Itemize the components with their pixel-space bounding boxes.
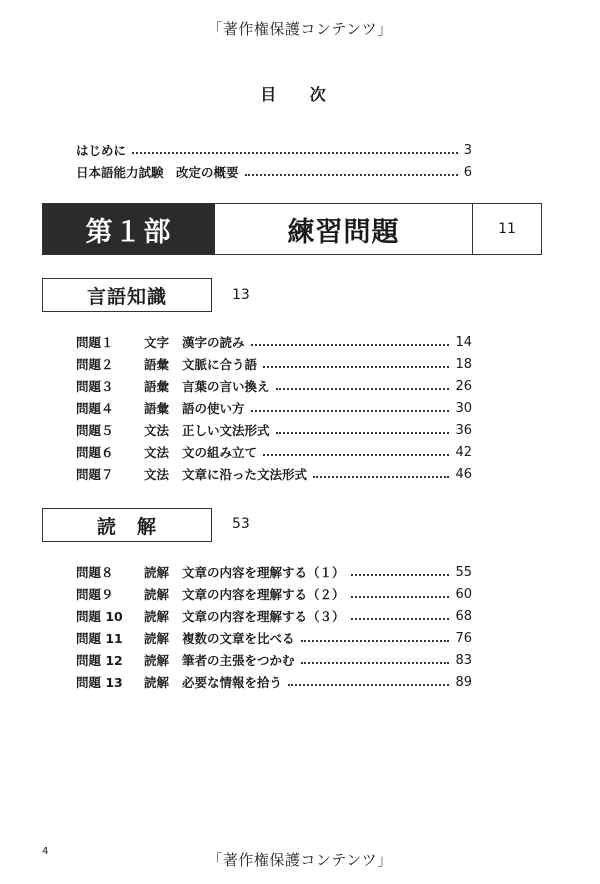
problem-category: 文法 [144, 467, 170, 482]
toc-page: 3 [463, 143, 472, 158]
toc-page: 68 [455, 609, 472, 624]
toc-row[interactable] [76, 422, 472, 440]
problem-title: 語の使い方 [182, 401, 245, 416]
problem-title: 文脈に合う語 [182, 357, 258, 372]
problem-category: 読解 [144, 587, 170, 602]
leader-dots [301, 662, 450, 664]
problem-title: 正しい文法形式 [182, 423, 270, 438]
section-header-reading[interactable]: 読 解 [42, 508, 212, 542]
leader-dots [276, 388, 450, 390]
toc-row[interactable] [76, 630, 472, 648]
problem-number: 問題４ [76, 401, 114, 416]
toc-row[interactable] [76, 334, 472, 352]
toc-page: 55 [455, 565, 472, 580]
problem-number: 問題 10 [76, 609, 123, 624]
toc-page: 89 [455, 675, 472, 690]
page-number: 4 [42, 846, 49, 857]
toc-row[interactable] [76, 608, 472, 626]
problem-number: 問題８ [76, 565, 114, 580]
problem-title: 文の組み立て [182, 445, 258, 460]
problem-category: 文字 [144, 335, 170, 350]
problem-number: 問題５ [76, 423, 114, 438]
problem-number: 問題６ [76, 445, 114, 460]
problem-category: 読解 [144, 653, 170, 668]
problem-title: 文章の内容を理解する（２） [182, 587, 345, 602]
problem-title: 漢字の読み [182, 335, 245, 350]
leader-dots [251, 344, 450, 346]
problem-number: 問題 11 [76, 631, 123, 646]
part-title: 練習問題 [215, 204, 473, 254]
problem-number: 問題３ [76, 379, 114, 394]
leader-dots [276, 432, 450, 434]
copyright-notice-top: 「著作権保護コンテンツ」 [207, 20, 393, 38]
toc-page: 76 [455, 631, 472, 646]
problem-category: 読解 [144, 609, 170, 624]
toc-label: はじめに [76, 143, 127, 158]
leader-dots [263, 366, 449, 368]
problem-title: 文章の内容を理解する（１） [182, 565, 345, 580]
page-title: 目 次 [260, 85, 340, 104]
problem-category: 文法 [144, 423, 170, 438]
toc-row[interactable] [76, 652, 472, 670]
leader-dots [263, 454, 449, 456]
toc-row[interactable] [76, 378, 472, 396]
section-header-language-knowledge[interactable]: 言語知識 [42, 278, 212, 312]
toc-row-intro[interactable] [76, 142, 472, 160]
leader-dots [245, 174, 458, 176]
toc-row[interactable] [76, 674, 472, 692]
leader-dots [132, 152, 458, 154]
problem-category: 読解 [144, 675, 170, 690]
problem-number: 問題９ [76, 587, 114, 602]
toc-page: 14 [455, 335, 472, 350]
problem-title: 必要な情報を拾う [182, 675, 283, 690]
part-1-header[interactable] [42, 203, 542, 255]
problem-category: 語彙 [144, 401, 170, 416]
toc-row[interactable] [76, 400, 472, 418]
leader-dots [351, 596, 450, 598]
problem-number: 問題１ [76, 335, 114, 350]
toc-page: 30 [455, 401, 472, 416]
problem-title: 言葉の言い換え [182, 379, 270, 394]
copyright-notice-bottom: 「著作権保護コンテンツ」 [207, 851, 393, 869]
problem-category: 読解 [144, 631, 170, 646]
problem-number: 問題２ [76, 357, 114, 372]
toc-row[interactable] [76, 466, 472, 484]
problem-number: 問題 12 [76, 653, 123, 668]
toc-row[interactable] [76, 586, 472, 604]
problem-title: 筆者の主張をつかむ [182, 653, 295, 668]
toc-page: 42 [455, 445, 472, 460]
problem-category: 語彙 [144, 379, 170, 394]
toc-page: 6 [463, 165, 472, 180]
toc-page: 36 [455, 423, 472, 438]
toc-page: 46 [455, 467, 472, 482]
toc-row[interactable] [76, 444, 472, 462]
part-page: 11 [498, 221, 516, 237]
problem-number: 問題 13 [76, 675, 123, 690]
leader-dots [301, 640, 450, 642]
toc-page: 18 [455, 357, 472, 372]
toc-label: 日本語能力試験 改定の概要 [76, 165, 239, 180]
toc-row[interactable] [76, 356, 472, 374]
problem-title: 文章に沿った文法形式 [182, 467, 308, 482]
toc-row[interactable] [76, 564, 472, 582]
leader-dots [351, 574, 450, 576]
toc-page: 60 [455, 587, 472, 602]
problem-number: 問題７ [76, 467, 114, 482]
section-page: 53 [232, 516, 250, 532]
leader-dots [251, 410, 450, 412]
leader-dots [313, 476, 449, 478]
leader-dots [288, 684, 449, 686]
problem-category: 読解 [144, 565, 170, 580]
leader-dots [351, 618, 450, 620]
part-number: 第１部 [43, 204, 215, 254]
problem-category: 語彙 [144, 357, 170, 372]
toc-page: 83 [455, 653, 472, 668]
problem-title: 文章の内容を理解する（３） [182, 609, 345, 624]
problem-category: 文法 [144, 445, 170, 460]
toc-row-overview[interactable] [76, 164, 472, 182]
toc-page: 26 [455, 379, 472, 394]
section-page: 13 [232, 287, 250, 303]
problem-title: 複数の文章を比べる [182, 631, 295, 646]
